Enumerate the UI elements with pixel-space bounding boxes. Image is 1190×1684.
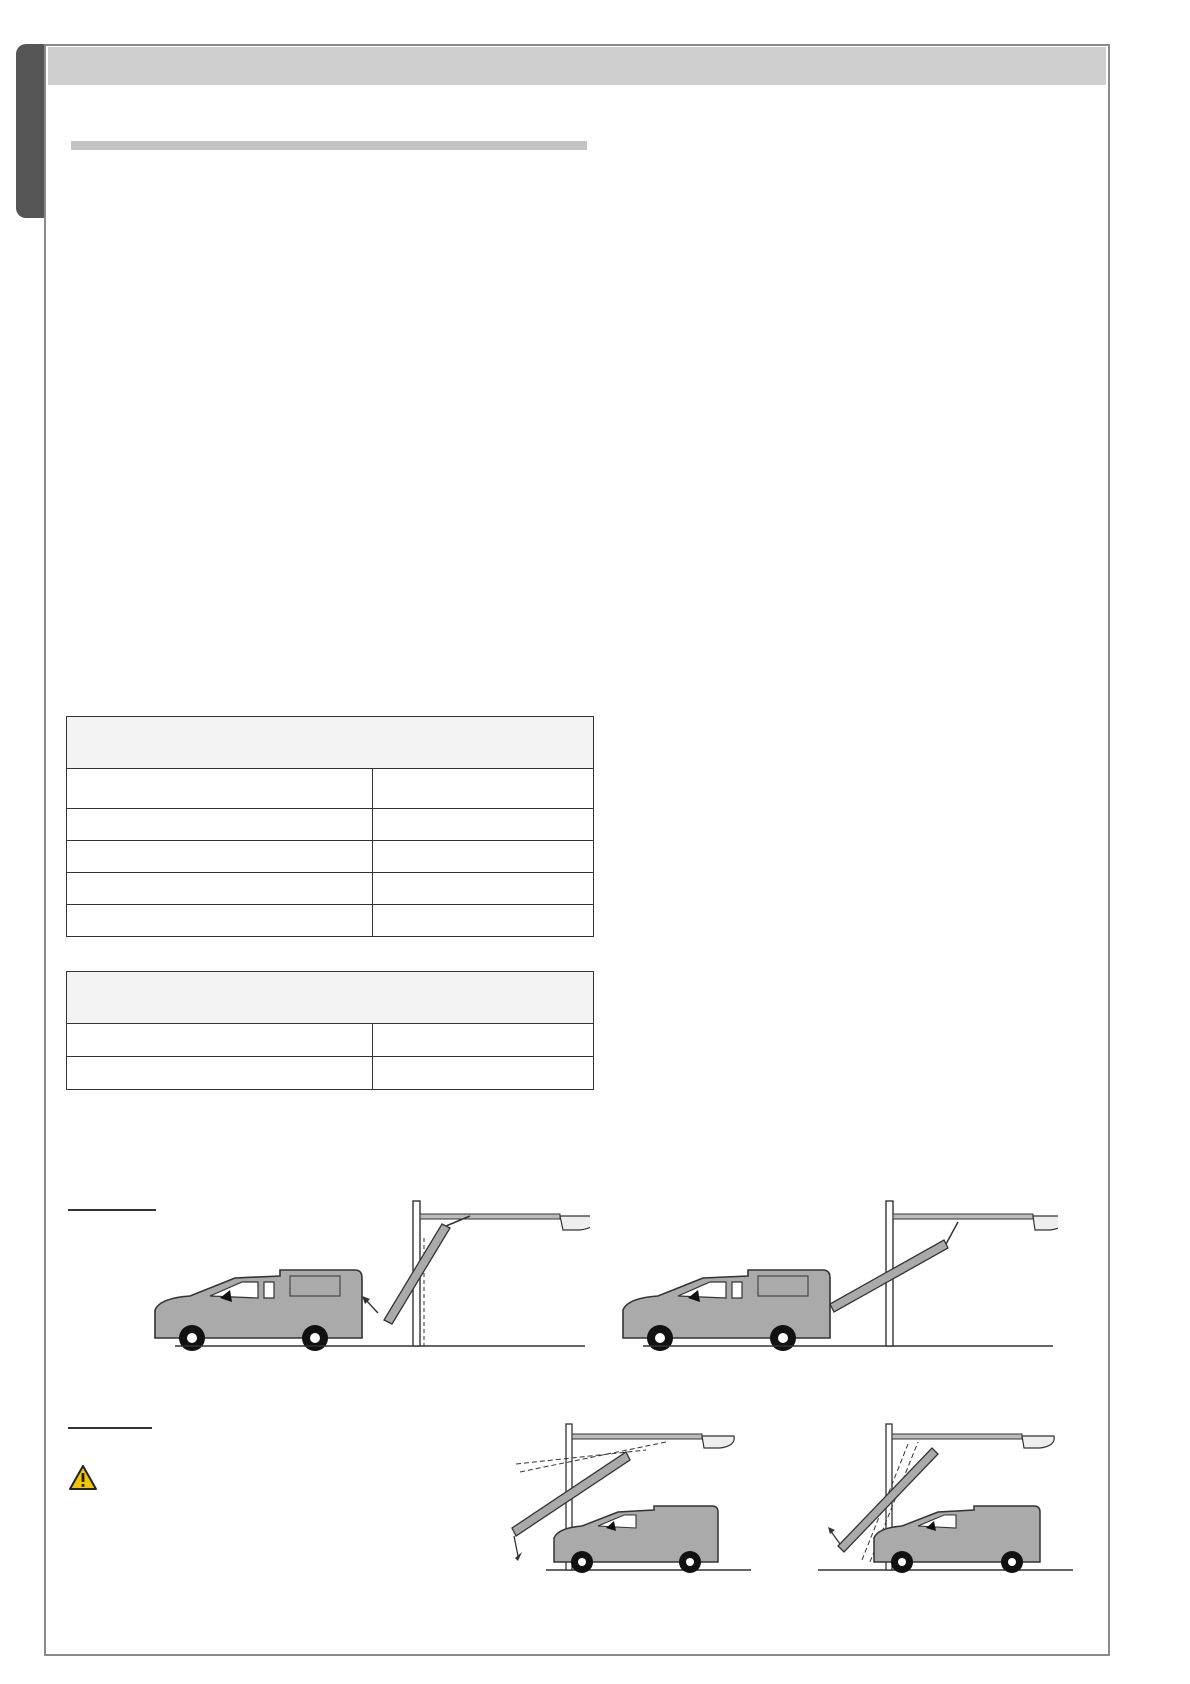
table-cell	[373, 809, 594, 841]
van-illustration	[874, 1506, 1040, 1573]
spec-table-1	[66, 716, 594, 937]
table-cell	[67, 841, 373, 873]
warning-triangle-icon	[68, 1464, 98, 1491]
figure-door-opening	[506, 1420, 756, 1580]
door-panel	[830, 1222, 958, 1312]
section-title-rule	[71, 141, 587, 150]
table-cell	[373, 1024, 594, 1057]
garage-frame	[413, 1201, 590, 1346]
door-swing-path	[516, 1442, 666, 1472]
figure-door-closing-vertical	[150, 1198, 590, 1358]
van-illustration	[554, 1506, 718, 1573]
van-illustration	[623, 1270, 830, 1351]
table-cell	[67, 1024, 373, 1057]
spec-table-2	[66, 971, 594, 1090]
table-cell	[67, 769, 373, 809]
table-cell	[373, 769, 594, 809]
van-illustration	[155, 1270, 362, 1351]
table-cell	[373, 1057, 594, 1090]
side-tab	[16, 44, 47, 218]
table-cell	[373, 905, 594, 937]
figure-door-closing-onto-vehicle	[808, 1420, 1078, 1580]
spec-table-2-header	[67, 972, 594, 1024]
table-cell	[67, 905, 373, 937]
spec-table-1-header	[67, 717, 594, 769]
figure-label-underline-2	[68, 1427, 152, 1429]
figure-label-underline-1	[68, 1209, 156, 1211]
table-cell	[67, 809, 373, 841]
figure-door-on-vehicle	[618, 1198, 1058, 1358]
header-bar	[48, 47, 1106, 85]
door-panel	[384, 1216, 470, 1324]
table-cell	[373, 841, 594, 873]
motion-arrow	[514, 1536, 518, 1556]
table-cell	[373, 873, 594, 905]
table-cell	[67, 1057, 373, 1090]
garage-frame	[886, 1201, 1058, 1346]
table-cell	[67, 873, 373, 905]
